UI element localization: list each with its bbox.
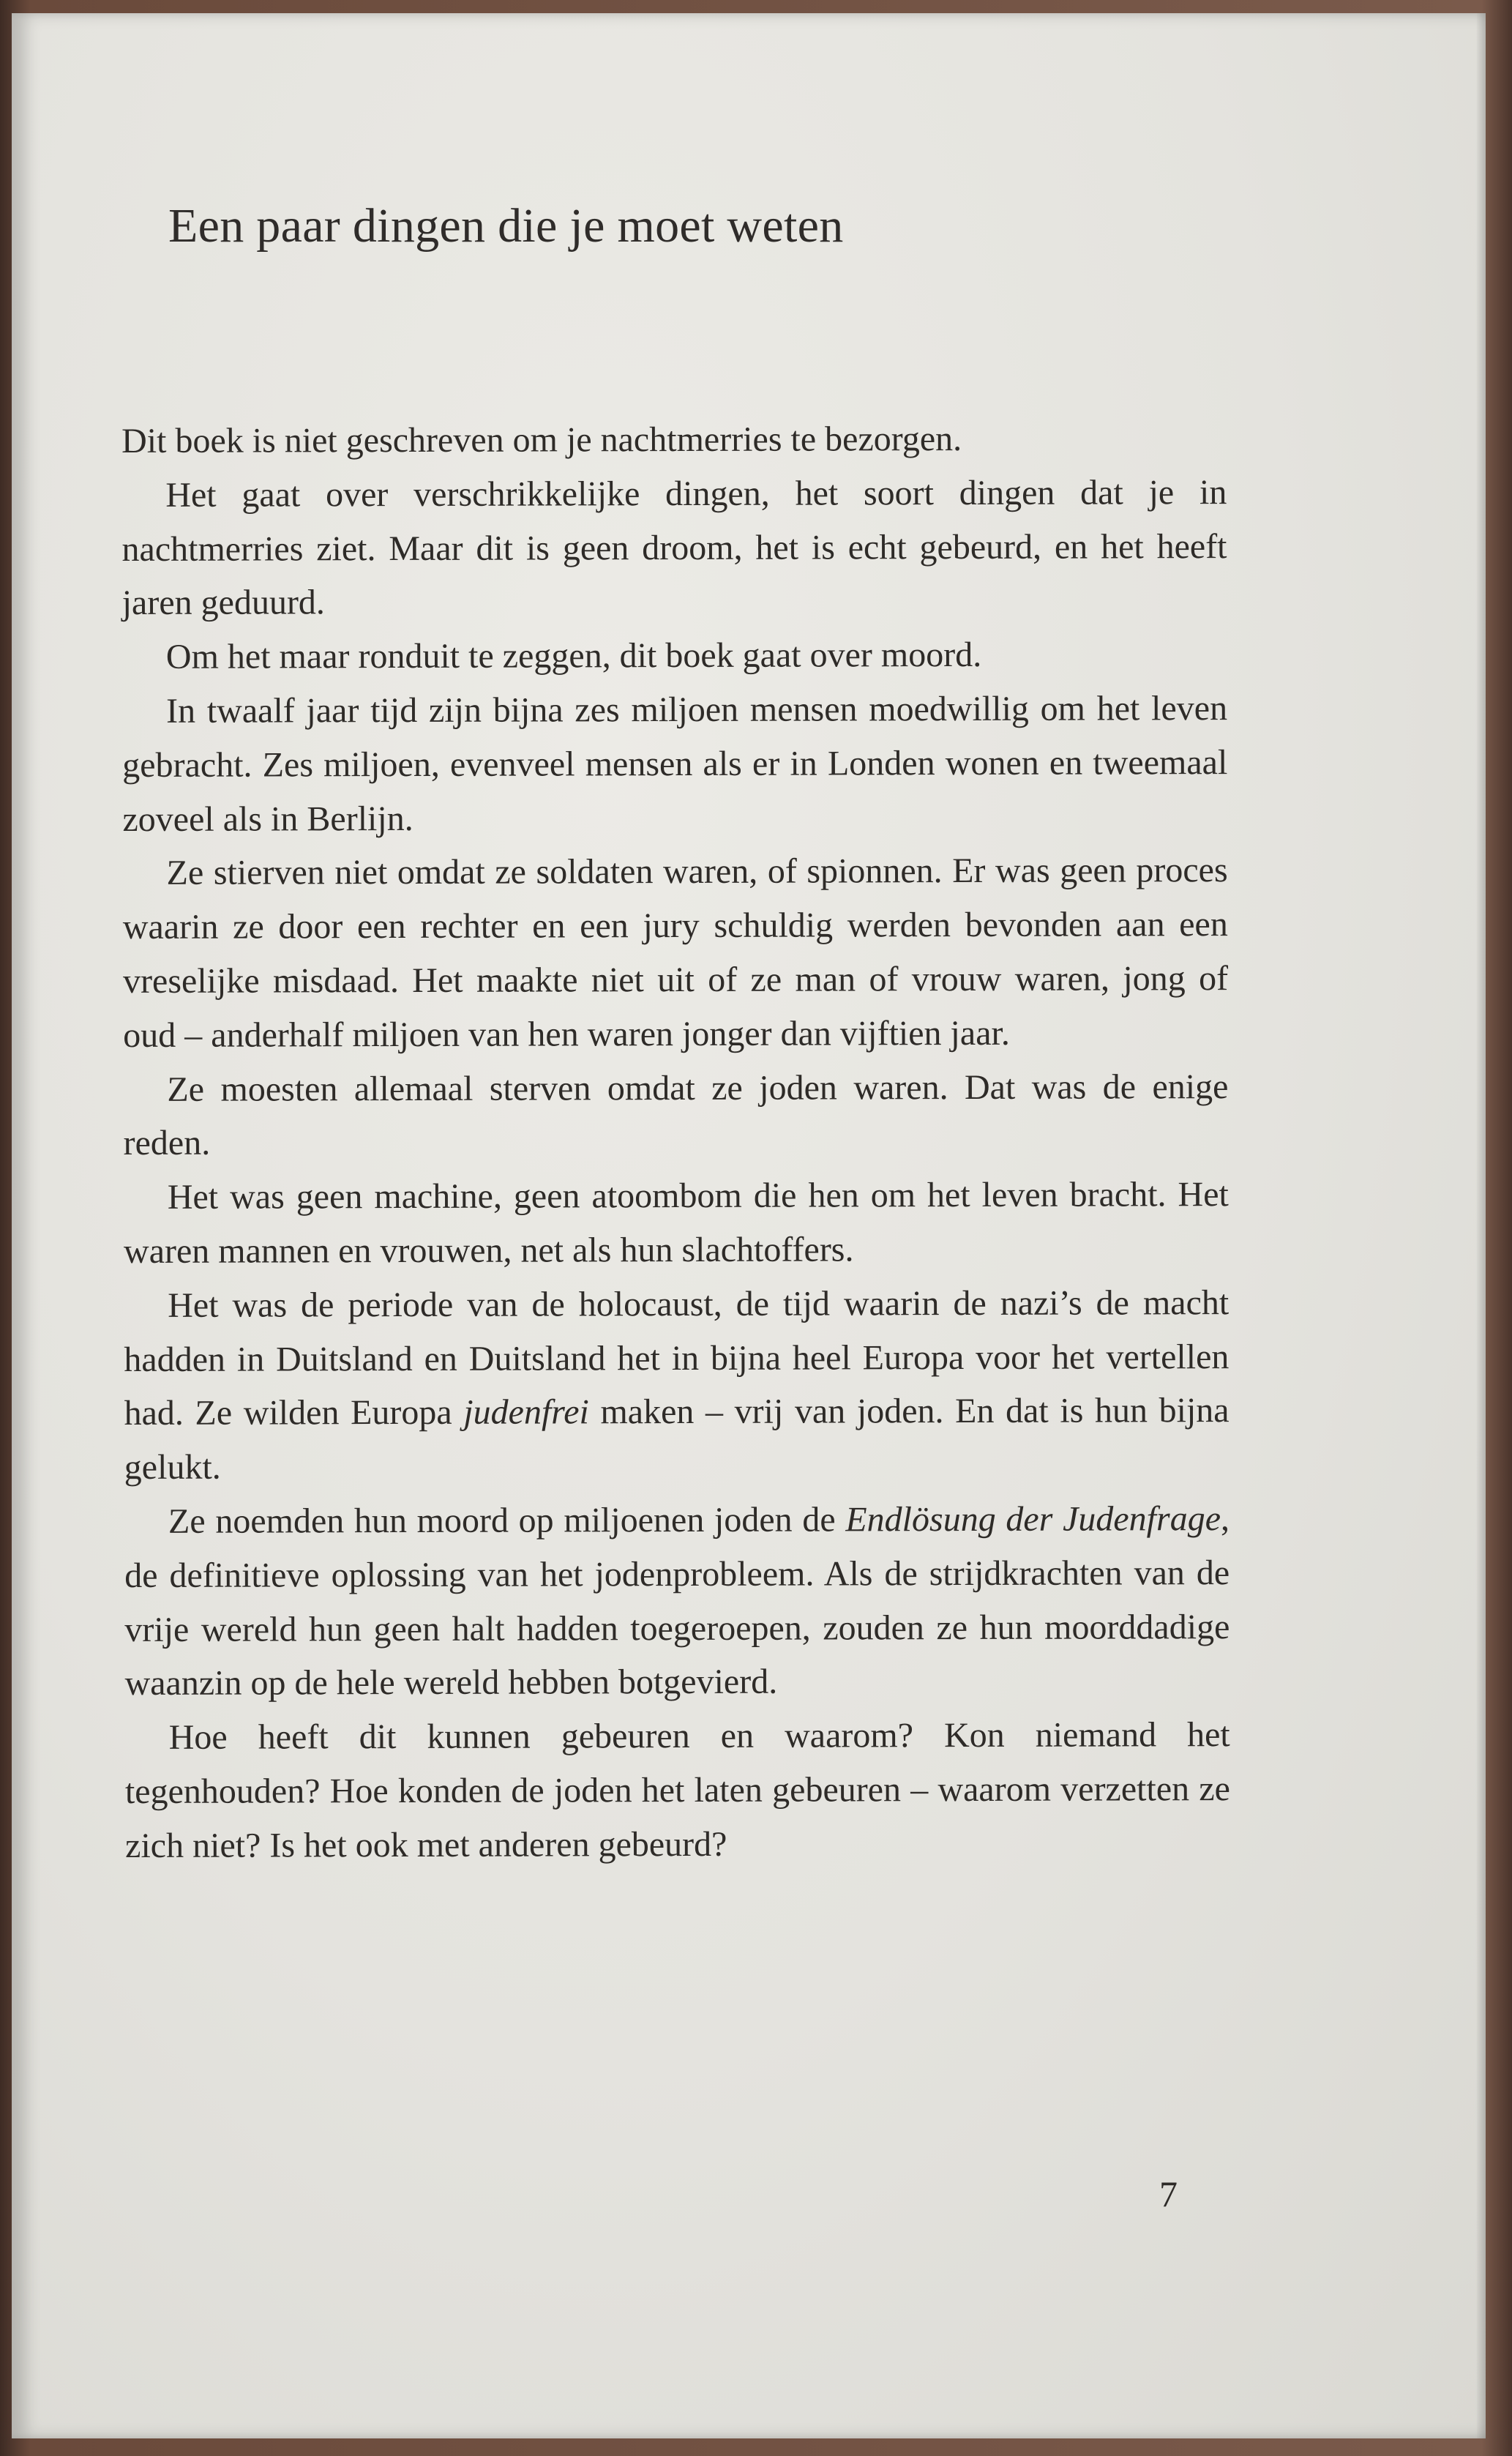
paragraph-9-text-a: Ze noemden hun moord op miljoenen joden de (168, 1500, 846, 1541)
paragraph-3: Om het maar ronduit te zeggen, dit boek gaat over moord. (165, 635, 982, 677)
paragraph-10: Hoe heeft dit kunnen gebeuren en waarom? Kon niemand het tegenhouden? Hoe konden de joden het laten gebeuren – waarom verzetten ze zich niet? Is het ook met anderen gebeurd? (124, 1715, 1230, 1865)
paragraph-9-text-b: , de definitieve oplossing van het jodenprobleem. Als de strijdkrachten van de vrije wereld hun geen halt hadden toegeroepen, zouden ze hun moorddadige waanzin op de hele wereld hebben botgevierd. (124, 1498, 1230, 1703)
paragraph-4: In twaalf jaar tijd zijn bijna zes miljoen mensen moedwillig om het leven gebracht. Zes miljoen, evenveel mensen als er in Londen wonen en tweemaal zoveel als in Berlijn. (122, 689, 1228, 839)
paragraph-5: Ze stierven niet omdat ze soldaten waren, of spionnen. Er was geen proces waarin ze door een rechter en een jury schuldig werden bevonden aan een vreselijke misdaad. Het maakte niet uit of ze man of vrouw waren, jong of oud – anderhalf miljoen van hen waren jonger dan vijftien jaar. (122, 851, 1229, 1055)
page-edge-shadow (1477, 13, 1486, 2438)
paragraph-1: Dit boek is niet geschreven om je nachtmerries te bezorgen. (121, 419, 962, 460)
body-text (121, 411, 1230, 1873)
paragraph-2: Het gaat over verschrikkelijke dingen, het soort dingen dat je in nachtmerries ziet. Maar dit is geen droom, het is echt gebeurd, en het heeft jaren geduurd. (121, 472, 1227, 623)
paragraph-9 (124, 1492, 1230, 1711)
book-page (12, 13, 1486, 2438)
page-number: 7 (1159, 2173, 1178, 2214)
paragraph-9-italic: Endlösung der Judenfrage (845, 1499, 1221, 1539)
paragraph-8-italic: judenfrei (463, 1392, 589, 1433)
paragraph-8-text-a: Het was de periode van de holocaust, de tijd waarin de nazi’s de macht hadden in Duitsland en Duitsland het in bijna heel Europa voor het vertellen had. Ze wilden Europa (124, 1283, 1230, 1433)
paragraph-6: Ze moesten allemaal sterven omdat ze joden waren. Dat was de enige reden. (123, 1067, 1229, 1163)
paragraph-8-text-b: maken – vrij van joden. En dat is hun bijna gelukt. (124, 1391, 1230, 1488)
paragraph-8 (124, 1276, 1230, 1495)
paragraph-7: Het was geen machine, geen atoombom die hen om het leven bracht. Het waren mannen en vrouwen, net als hun slachtoffers. (123, 1175, 1229, 1271)
chapter-title: Een paar dingen die je moet weten (168, 199, 844, 253)
